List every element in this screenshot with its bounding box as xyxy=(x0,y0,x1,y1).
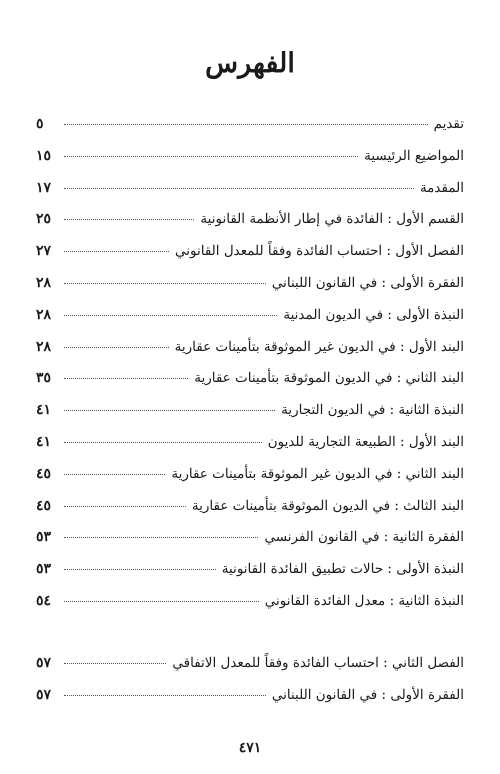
dot-leader xyxy=(64,347,169,348)
toc-entry xyxy=(36,116,464,148)
dot-leader xyxy=(64,663,166,664)
toc-entry xyxy=(36,655,464,687)
toc-entry-page: ٥٧ xyxy=(36,654,52,671)
toc-entry xyxy=(36,339,464,371)
toc-entry xyxy=(36,370,464,402)
toc-entry-title: القسم الأول : الفائدة في إطار الأنظمة القانونية xyxy=(200,211,464,228)
toc-entry xyxy=(36,402,464,434)
toc-entry-page: ٥٤ xyxy=(36,592,52,609)
toc-entry xyxy=(36,275,464,307)
toc-entry-title: البند الأول : الطبيعة التجارية للديون xyxy=(267,433,464,450)
dot-leader xyxy=(64,601,259,602)
page-number: ٤٧١ xyxy=(238,740,262,756)
toc-entry-page: ٥٣ xyxy=(36,529,52,546)
toc-entry-page: ٤٥ xyxy=(36,497,52,514)
dot-leader xyxy=(64,410,275,411)
toc-entry-title: البند الأول : في الديون غير الموثوقة بتأمينات عقارية xyxy=(174,338,464,355)
toc-entry-title: النبذة الثانية : معدل الفائدة القانوني xyxy=(264,592,464,609)
toc-entry xyxy=(36,466,464,498)
toc-entry-page: ٤١ xyxy=(36,433,52,450)
toc-entry-title: البند الثاني : في الديون الموثوقة بتأمينات عقارية xyxy=(194,370,464,387)
toc-entry-title: المواضيع الرئيسية xyxy=(364,147,464,164)
toc-entry-title: النبذة الأولى : في الديون المدنية xyxy=(283,306,464,323)
toc-entry-page: ١٧ xyxy=(36,179,52,196)
toc-entry-title: البند الثاني : في الديون غير الموثوقة بتأمينات عقارية xyxy=(171,465,464,482)
dot-leader xyxy=(64,537,258,538)
toc-entry xyxy=(36,180,464,212)
toc-entry-title: النبذة الأولى : حالات تطبيق الفائدة القانونية xyxy=(221,561,464,578)
dot-leader xyxy=(64,283,266,284)
toc-entry-title: المقدمة xyxy=(419,179,464,196)
toc-entry-title: الفقرة الأولى : في القانون اللبناني xyxy=(271,274,464,291)
table-of-contents xyxy=(36,116,464,718)
toc-entry xyxy=(36,687,464,719)
toc-entry xyxy=(36,148,464,180)
dot-leader xyxy=(64,188,414,189)
dot-leader xyxy=(64,474,165,475)
toc-entry-page: ٥٣ xyxy=(36,561,52,578)
toc-entry-page: ١٥ xyxy=(36,147,52,164)
toc-entry-title: النبذة الثانية : في الديون التجارية xyxy=(281,402,464,419)
toc-entry xyxy=(36,243,464,275)
toc-entry xyxy=(36,593,464,625)
toc-entry-page: ٤٥ xyxy=(36,465,52,482)
toc-entry-title: الفصل الثاني : احتساب الفائدة وفقاً للمعدل الاتفاقي xyxy=(172,654,464,671)
toc-entry-page: ٣٥ xyxy=(36,370,52,387)
toc-entry-page: ٥ xyxy=(36,116,44,132)
toc-entry-title: تقديم xyxy=(433,116,464,132)
dot-leader xyxy=(64,378,188,379)
toc-entry-page: ٢٥ xyxy=(36,211,52,228)
toc-entry-page: ٥٧ xyxy=(36,686,52,703)
toc-entry-title: الفقرة الثانية : في القانون الفرنسي xyxy=(264,529,464,546)
toc-entry-title: الفقرة الأولى : في القانون اللبناني xyxy=(271,686,464,703)
toc-entry xyxy=(36,561,464,593)
dot-leader xyxy=(64,442,262,443)
dot-leader xyxy=(64,695,266,696)
toc-entry-page: ٢٨ xyxy=(36,306,52,323)
toc-entry-page: ٤١ xyxy=(36,402,52,419)
dot-leader xyxy=(64,315,277,316)
toc-entry-page: ٢٧ xyxy=(36,243,52,260)
toc-entry-page: ٢٨ xyxy=(36,274,52,291)
dot-leader xyxy=(64,569,216,570)
toc-entry-title: البند الثالث : في الديون الموثوقة بتأمينات عقارية xyxy=(191,497,464,514)
toc-entry xyxy=(36,529,464,561)
page-title: الفهرس xyxy=(205,48,295,79)
toc-entry-title: الفصل الأول : احتساب الفائدة وفقاً للمعدل القانوني xyxy=(174,243,464,260)
toc-entry xyxy=(36,434,464,466)
dot-leader xyxy=(64,156,358,157)
dot-leader xyxy=(64,506,186,507)
dot-leader xyxy=(64,124,428,125)
toc-entry xyxy=(36,307,464,339)
toc-entry xyxy=(36,498,464,530)
dot-leader xyxy=(64,219,194,220)
toc-entry-page: ٢٨ xyxy=(36,338,52,355)
dot-leader xyxy=(64,251,169,252)
toc-entry xyxy=(36,211,464,243)
